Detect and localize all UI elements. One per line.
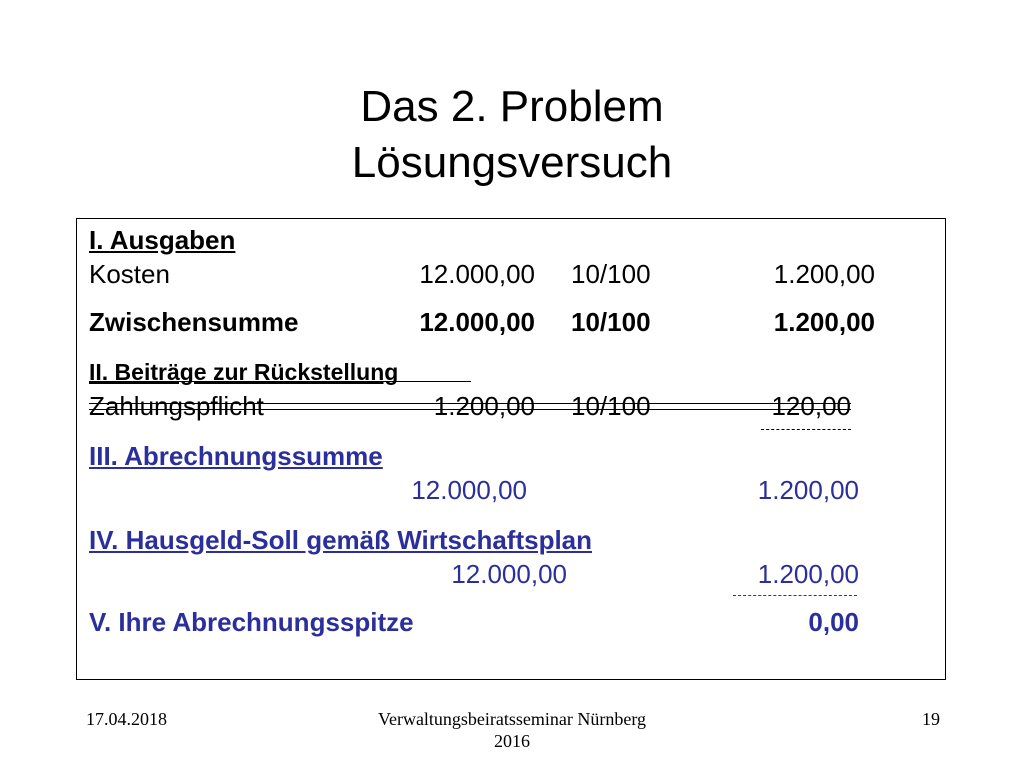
strikethrough-line (89, 409, 851, 410)
dashed-separator (733, 595, 857, 596)
spitze-share: 0,00 (808, 607, 859, 637)
zahlungspflicht-share: 120,00 (771, 391, 851, 421)
footer-event (312, 708, 712, 752)
zwischensumme-share: 1.200,00 (773, 307, 875, 337)
kosten-amount: 12.000,00 (419, 259, 535, 289)
slide-title-line-1: Das 2. Problem (360, 82, 664, 131)
kosten-ratio: 10/100 (571, 259, 651, 289)
strikethrough-line (89, 403, 851, 404)
slide-title-line-2: Lösungsversuch (351, 138, 673, 187)
section-heading-abrechnungssumme: III. Abrechnungssumme (89, 441, 383, 471)
hausgeld-share: 1.200,00 (757, 559, 859, 589)
section-heading-ausgaben: I. Ausgaben (89, 225, 236, 255)
footer-event-line-1: Verwaltungsbeiratsseminar Nürnberg (377, 709, 647, 729)
footer-date: 17.04.2018 (86, 709, 167, 729)
strikethrough-line (89, 381, 471, 382)
zwischensumme-amount: 12.000,00 (419, 307, 535, 337)
hausgeld-amount: 12.000,00 (451, 559, 567, 589)
zahlungspflicht-label: Zahlungspflicht (89, 391, 264, 421)
page-number: 19 (922, 709, 940, 729)
footer-event-line-2: 2016 (494, 731, 530, 751)
zwischensumme-label: Zwischensumme (89, 307, 299, 337)
dashed-separator (761, 429, 851, 430)
kosten-share: 1.200,00 (773, 259, 875, 289)
zahlungspflicht-amount: 1.200,00 (433, 391, 535, 421)
section-heading-beitraege: II. Beiträge zur Rückstellung (89, 359, 399, 385)
section-heading-spitze: V. Ihre Abrechnungsspitze (89, 607, 414, 637)
section-heading-hausgeld: IV. Hausgeld-Soll gemäß Wirtschaftsplan (89, 525, 593, 555)
abrechnungssumme-amount: 12.000,00 (411, 475, 527, 505)
zahlungspflicht-ratio: 10/100 (571, 391, 651, 421)
abrechnungssumme-share: 1.200,00 (757, 475, 859, 505)
kosten-label: Kosten (89, 259, 170, 289)
calculation-box (76, 218, 946, 680)
zwischensumme-ratio: 10/100 (571, 307, 651, 337)
